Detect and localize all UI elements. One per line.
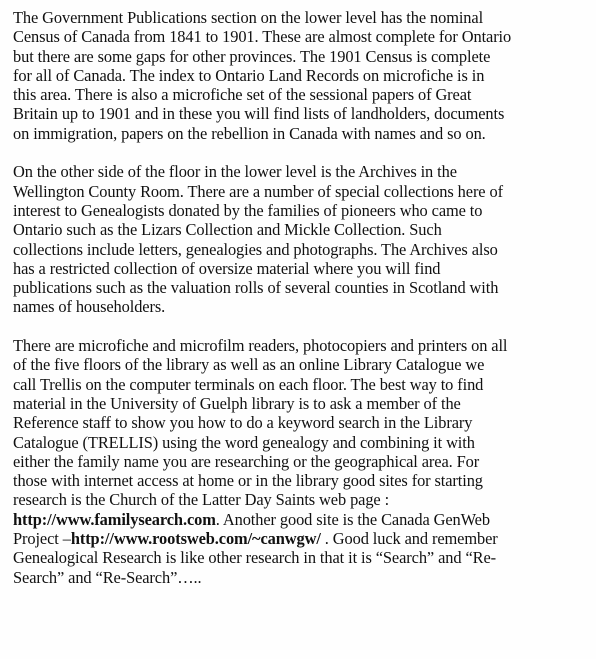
text-line: for all of Canada. The index to Ontario Land Records on microfiche is in: [13, 65, 485, 85]
text-line: names of householders.: [13, 297, 166, 317]
text-line: of the five floors of the library as well as an online Library Catalogue we: [13, 355, 485, 375]
text-line: Search” and “Re-Search”…..: [13, 567, 202, 587]
text-line: On the other side of the floor in the lower level is the Archives in the: [13, 162, 457, 182]
text-line: material in the University of Guelph library is to ask a member of the: [13, 393, 461, 413]
text-line: Britain up to 1901 and in these you will find lists of landholders, documents: [13, 104, 505, 124]
text-line: call Trellis on the computer terminals on each floor. The best way to find: [13, 374, 484, 394]
paragraph-archives: [13, 162, 590, 316]
text-line: Ontario such as the Lizars Collection and Mickle Collection. Such: [13, 220, 442, 240]
text-line: interest to Genealogists donated by the families of pioneers who came to: [13, 200, 483, 220]
text-line: this area. There is also a microfiche set of the sessional papers of Great: [13, 85, 472, 105]
familysearch-url: http://www.familysearch.com: [13, 509, 216, 529]
text-line: Catalogue (TRELLIS) using the word genealogy and combining it with: [13, 432, 475, 452]
text-line: Census of Canada from 1841 to 1901. These are almost complete for Ontario: [13, 27, 512, 47]
paragraph-library-resources: [13, 336, 590, 587]
text-fragment: . Good luck and remember: [320, 529, 498, 549]
text-line-familysearch: [13, 510, 590, 529]
text-line: Genealogical Research is like other research in that it is “Search” and “Re-: [13, 548, 496, 568]
text-line: has a restricted collection of oversize material where you will find: [13, 258, 441, 278]
text-line: those with internet access at home or in the library good sites for starting: [13, 471, 483, 491]
paragraph-spacer: [13, 143, 590, 162]
text-line: either the family name you are researching or the geographical area. For: [13, 451, 480, 471]
paragraph-government-publications: [13, 8, 590, 143]
text-line-rootsweb: [13, 529, 590, 548]
text-line: publications such as the valuation rolls of several counties in Scotland with: [13, 278, 499, 298]
text-line: The Government Publications section on the lower level has the nominal: [13, 8, 484, 27]
text-line: but there are some gaps for other provinces. The 1901 Census is complete: [13, 46, 491, 66]
text-fragment: Project –: [13, 529, 71, 549]
text-line: research is the Church of the Latter Day Saints web page :: [13, 490, 390, 510]
text-fragment: . Another good site is the Canada GenWeb: [215, 509, 490, 529]
paragraph-spacer: [13, 317, 590, 336]
rootsweb-url: http://www.rootsweb.com/~canwgw/: [70, 529, 321, 549]
text-line: Wellington County Room. There are a number of special collections here of: [13, 181, 503, 201]
text-line: There are microfiche and microfilm readers, photocopiers and printers on all: [13, 336, 508, 356]
text-line: Reference staff to show you how to do a keyword search in the Library: [13, 413, 473, 433]
text-line: collections include letters, genealogies and photographs. The Archives also: [13, 239, 498, 259]
text-line: on immigration, papers on the rebellion in Canada with names and so on.: [13, 123, 486, 143]
